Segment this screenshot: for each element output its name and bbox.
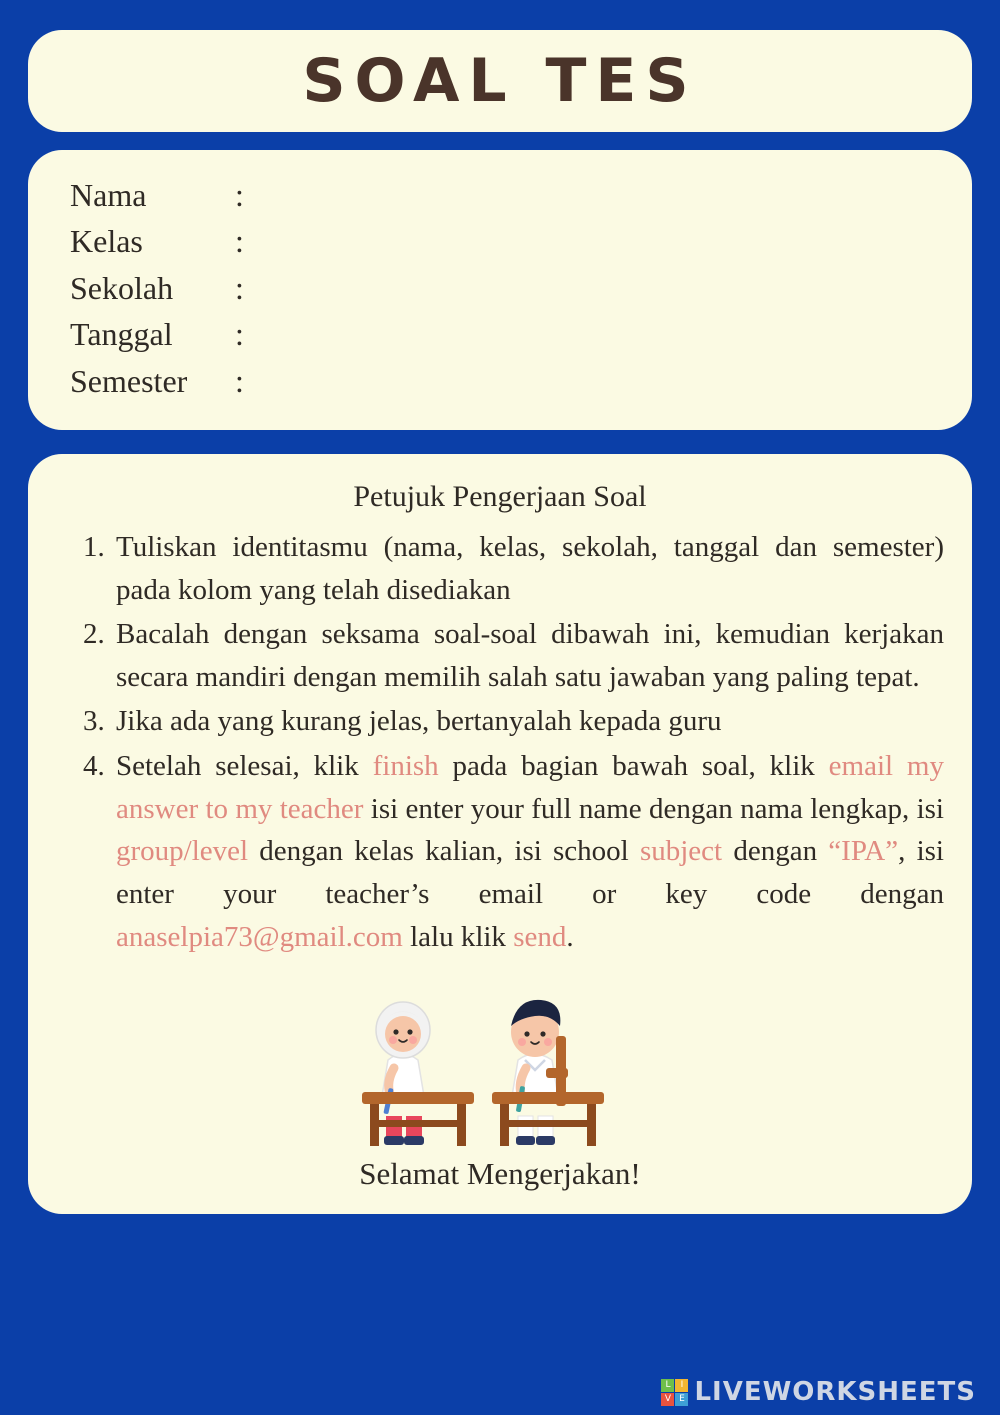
instructions-card xyxy=(28,454,972,1214)
finish-keyword: finish xyxy=(372,750,439,783)
logo-letter-l: L xyxy=(661,1379,674,1392)
instruction-text: Bacalah dengan seksama soal-soal dibawah ini, kemudian kerjakan secara mandiri dengan memilih salah satu jawaban yang paling tepat. xyxy=(116,618,944,693)
instruction-text: Jika ada yang kurang jelas, bertanyalah kepada guru xyxy=(116,705,722,738)
instruction-item xyxy=(112,526,944,611)
identity-row xyxy=(70,311,972,357)
identity-card xyxy=(28,150,972,430)
identity-colon: : xyxy=(235,269,244,306)
instructions-list xyxy=(56,526,944,958)
instruction-text: . xyxy=(566,920,574,953)
title-card xyxy=(28,30,972,132)
liveworksheets-brand: LIVEWORKSHEETS xyxy=(694,1377,976,1407)
identity-label-semester: Semester xyxy=(70,362,188,399)
liveworksheets-watermark xyxy=(661,1377,976,1407)
instruction-text: , isi enter your teacher’s email or key code dengan xyxy=(116,835,944,910)
page-title: SOAL TES xyxy=(302,46,698,116)
instruction-item xyxy=(112,745,944,958)
email-my-answer-keyword: email my answer to my teacher xyxy=(116,750,944,825)
instruction-text: lalu klik xyxy=(402,920,514,953)
instructions-heading: Petujuk Pengerjaan Soal xyxy=(353,479,647,513)
identity-colon: : xyxy=(235,362,244,399)
instruction-text: pada bagian bawah soal, klik xyxy=(438,750,829,783)
group-level-keyword: group/level xyxy=(116,835,249,868)
two-students-at-desks-illustration xyxy=(350,964,650,1154)
identity-row xyxy=(70,358,972,404)
instruction-text: Tuliskan identitasmu (nama, kelas, sekolah, tanggal dan semester) pada kolom yang telah disediakan xyxy=(116,530,944,606)
logo-letter-e: E xyxy=(675,1393,688,1406)
identity-label-tanggal: Tanggal xyxy=(70,316,173,353)
identity-colon: : xyxy=(235,177,244,213)
instruction-text: isi enter your full name dengan nama lengkap, isi xyxy=(363,792,944,825)
identity-row xyxy=(70,218,972,264)
instruction-text: Setelah selesai, klik xyxy=(116,750,373,783)
identity-label-sekolah: Sekolah xyxy=(70,269,174,306)
identity-colon: : xyxy=(235,223,244,260)
instruction-item xyxy=(112,613,944,698)
instruction-text: dengan kelas kalian, isi school xyxy=(248,835,640,868)
identity-row xyxy=(70,172,972,218)
ipa-keyword: “IPA” xyxy=(828,835,899,868)
identity-row xyxy=(70,265,972,311)
instruction-item xyxy=(112,700,944,743)
send-keyword: send xyxy=(513,920,567,953)
teacher-email-address: anaselpia73@gmail.com xyxy=(116,920,403,953)
identity-label-kelas: Kelas xyxy=(70,223,143,260)
subject-keyword: subject xyxy=(639,835,723,868)
logo-letter-i: I xyxy=(675,1379,688,1392)
logo-letter-v: V xyxy=(661,1393,674,1406)
liveworksheets-logo-icon xyxy=(661,1379,688,1406)
closing-message: Selamat Mengerjakan! xyxy=(359,1156,641,1192)
identity-colon: : xyxy=(235,316,244,353)
identity-label-nama: Nama xyxy=(70,177,147,213)
instruction-text: dengan xyxy=(722,835,829,868)
